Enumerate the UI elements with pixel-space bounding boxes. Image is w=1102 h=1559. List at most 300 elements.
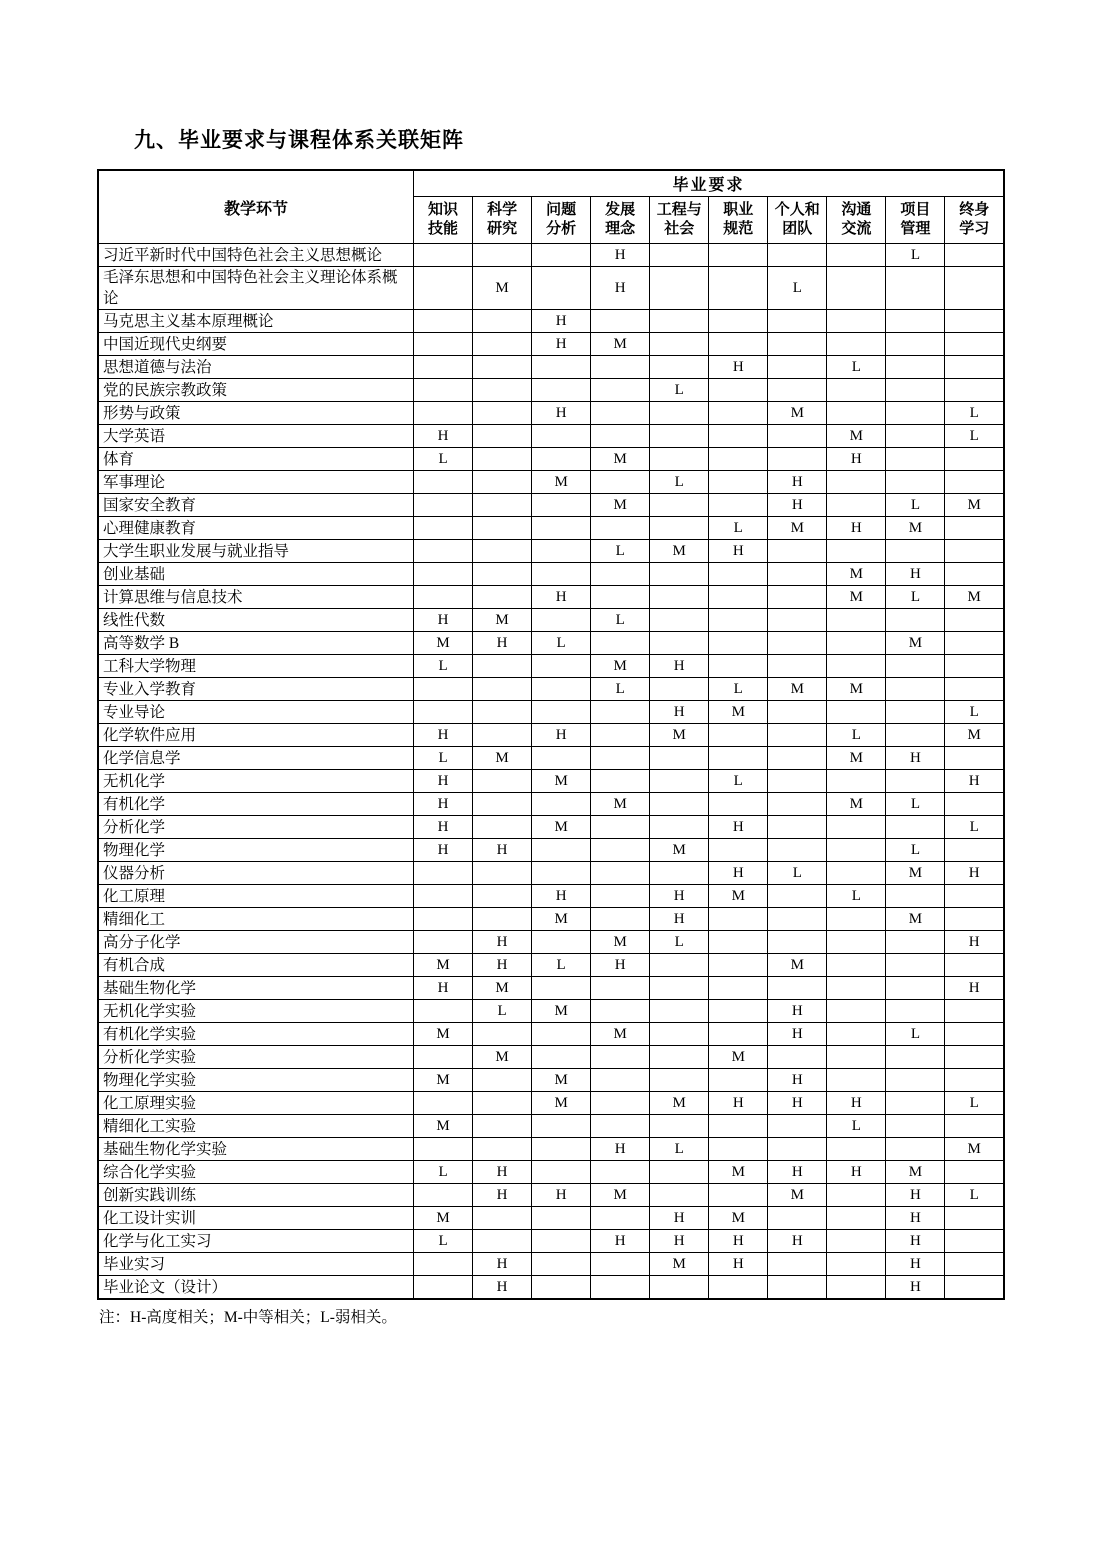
column-header-individual-team: 个人和 团队 — [768, 197, 827, 244]
correlation-cell-knowledge-skills — [414, 244, 473, 267]
correlation-cell-professional-norms — [709, 244, 768, 267]
correlation-cell-problem-analysis — [532, 678, 591, 701]
course-row — [98, 1161, 1004, 1184]
correlation-cell-engineering-society — [650, 1276, 709, 1300]
correlation-cell-scientific-research: H — [473, 1253, 532, 1276]
correlation-cell-problem-analysis — [532, 655, 591, 678]
course-row — [98, 816, 1004, 839]
correlation-cell-communication — [827, 379, 886, 402]
correlation-cell-problem-analysis — [532, 862, 591, 885]
correlation-cell-individual-team: H — [768, 1161, 827, 1184]
correlation-cell-engineering-society: L — [650, 1138, 709, 1161]
course-name: 无机化学 — [98, 770, 414, 793]
correlation-cell-project-management: L — [886, 839, 945, 862]
correlation-cell-professional-norms — [709, 931, 768, 954]
course-row — [98, 402, 1004, 425]
correlation-cell-problem-analysis — [532, 1138, 591, 1161]
correlation-cell-engineering-society — [650, 1000, 709, 1023]
correlation-cell-engineering-society — [650, 244, 709, 267]
correlation-cell-scientific-research — [473, 356, 532, 379]
correlation-cell-communication — [827, 954, 886, 977]
correlation-cell-development-concept — [591, 425, 650, 448]
correlation-cell-knowledge-skills — [414, 563, 473, 586]
correlation-cell-professional-norms — [709, 793, 768, 816]
correlation-cell-lifelong-learning — [945, 839, 1004, 862]
course-name: 思想道德与法治 — [98, 356, 414, 379]
course-name: 形势与政策 — [98, 402, 414, 425]
column-header-knowledge-skills: 知识 技能 — [414, 197, 473, 244]
correlation-cell-development-concept: M — [591, 494, 650, 517]
correlation-cell-professional-norms: H — [709, 1092, 768, 1115]
correlation-cell-individual-team: M — [768, 678, 827, 701]
correlation-cell-problem-analysis: H — [532, 333, 591, 356]
correlation-cell-problem-analysis: H — [532, 885, 591, 908]
correlation-cell-lifelong-learning: L — [945, 816, 1004, 839]
correlation-cell-individual-team: H — [768, 1000, 827, 1023]
correlation-cell-individual-team — [768, 540, 827, 563]
correlation-cell-individual-team: M — [768, 1184, 827, 1207]
correlation-cell-project-management: H — [886, 563, 945, 586]
correlation-cell-project-management — [886, 333, 945, 356]
correlation-cell-knowledge-skills: M — [414, 1207, 473, 1230]
correlation-cell-engineering-society — [650, 310, 709, 333]
correlation-cell-engineering-society: H — [650, 1207, 709, 1230]
correlation-cell-communication — [827, 244, 886, 267]
correlation-cell-individual-team — [768, 1115, 827, 1138]
correlation-cell-lifelong-learning — [945, 244, 1004, 267]
course-row — [98, 954, 1004, 977]
correlation-cell-problem-analysis — [532, 839, 591, 862]
correlation-cell-engineering-society — [650, 356, 709, 379]
correlation-cell-knowledge-skills: L — [414, 655, 473, 678]
correlation-cell-problem-analysis — [532, 977, 591, 1000]
correlation-cell-individual-team — [768, 885, 827, 908]
correlation-cell-professional-norms — [709, 908, 768, 931]
correlation-cell-communication — [827, 1207, 886, 1230]
correlation-cell-individual-team: H — [768, 471, 827, 494]
course-row — [98, 862, 1004, 885]
course-row — [98, 1253, 1004, 1276]
correlation-cell-development-concept: M — [591, 448, 650, 471]
correlation-cell-development-concept — [591, 816, 650, 839]
correlation-cell-knowledge-skills — [414, 1253, 473, 1276]
correlation-cell-individual-team: H — [768, 1230, 827, 1253]
correlation-cell-scientific-research — [473, 678, 532, 701]
correlation-cell-professional-norms — [709, 609, 768, 632]
correlation-cell-development-concept — [591, 1046, 650, 1069]
correlation-cell-problem-analysis — [532, 267, 591, 310]
correlation-cell-development-concept: L — [591, 678, 650, 701]
correlation-cell-individual-team: H — [768, 1092, 827, 1115]
correlation-cell-development-concept: M — [591, 793, 650, 816]
correlation-cell-lifelong-learning — [945, 885, 1004, 908]
correlation-cell-individual-team — [768, 379, 827, 402]
correlation-cell-problem-analysis: H — [532, 586, 591, 609]
correlation-cell-scientific-research — [473, 770, 532, 793]
correlation-cell-communication: M — [827, 586, 886, 609]
course-row — [98, 540, 1004, 563]
correlation-cell-lifelong-learning — [945, 1000, 1004, 1023]
correlation-cell-scientific-research — [473, 1207, 532, 1230]
correlation-cell-engineering-society — [650, 448, 709, 471]
correlation-cell-project-management — [886, 977, 945, 1000]
correlation-cell-engineering-society: M — [650, 1253, 709, 1276]
correlation-cell-problem-analysis — [532, 1230, 591, 1253]
correlation-cell-scientific-research — [473, 540, 532, 563]
correlation-cell-engineering-society — [650, 333, 709, 356]
correlation-cell-individual-team — [768, 977, 827, 1000]
correlation-cell-communication — [827, 1138, 886, 1161]
correlation-cell-individual-team: M — [768, 954, 827, 977]
correlation-cell-individual-team — [768, 839, 827, 862]
correlation-cell-development-concept — [591, 586, 650, 609]
correlation-cell-scientific-research — [473, 563, 532, 586]
correlation-cell-professional-norms: M — [709, 1207, 768, 1230]
correlation-cell-project-management: M — [886, 862, 945, 885]
correlation-cell-development-concept — [591, 517, 650, 540]
correlation-cell-development-concept — [591, 1092, 650, 1115]
correlation-cell-lifelong-learning — [945, 793, 1004, 816]
correlation-cell-professional-norms: H — [709, 816, 768, 839]
correlation-cell-problem-analysis — [532, 1207, 591, 1230]
correlation-cell-lifelong-learning — [945, 517, 1004, 540]
correlation-cell-project-management: L — [886, 244, 945, 267]
correlation-cell-knowledge-skills: M — [414, 954, 473, 977]
course-row — [98, 244, 1004, 267]
correlation-cell-lifelong-learning — [945, 267, 1004, 310]
correlation-cell-professional-norms — [709, 1000, 768, 1023]
correlation-cell-engineering-society: L — [650, 471, 709, 494]
correlation-cell-project-management — [886, 701, 945, 724]
correlation-cell-professional-norms — [709, 724, 768, 747]
course-name: 精细化工实验 — [98, 1115, 414, 1138]
correlation-cell-communication — [827, 402, 886, 425]
correlation-cell-scientific-research: M — [473, 747, 532, 770]
correlation-cell-scientific-research — [473, 425, 532, 448]
column-header-lifelong-learning: 终身 学习 — [945, 197, 1004, 244]
course-row — [98, 425, 1004, 448]
correlation-cell-lifelong-learning — [945, 609, 1004, 632]
course-row — [98, 379, 1004, 402]
correlation-cell-project-management: M — [886, 1161, 945, 1184]
correlation-cell-lifelong-learning — [945, 540, 1004, 563]
correlation-cell-professional-norms: H — [709, 1230, 768, 1253]
correlation-cell-lifelong-learning — [945, 471, 1004, 494]
correlation-cell-scientific-research — [473, 333, 532, 356]
course-row — [98, 701, 1004, 724]
correlation-cell-professional-norms — [709, 954, 768, 977]
correlation-cell-communication: H — [827, 517, 886, 540]
correlation-cell-development-concept — [591, 1253, 650, 1276]
correlation-cell-development-concept — [591, 1115, 650, 1138]
correlation-cell-scientific-research — [473, 1115, 532, 1138]
correlation-cell-project-management — [886, 816, 945, 839]
course-name: 有机化学 — [98, 793, 414, 816]
correlation-cell-lifelong-learning — [945, 655, 1004, 678]
correlation-cell-professional-norms: L — [709, 770, 768, 793]
course-row — [98, 1276, 1004, 1300]
course-name: 化工原理实验 — [98, 1092, 414, 1115]
correlation-cell-communication: H — [827, 1092, 886, 1115]
correlation-cell-development-concept: H — [591, 1138, 650, 1161]
correlation-cell-engineering-society — [650, 402, 709, 425]
correlation-cell-knowledge-skills — [414, 494, 473, 517]
correlation-cell-scientific-research — [473, 1023, 532, 1046]
correlation-cell-project-management: M — [886, 908, 945, 931]
correlation-cell-development-concept — [591, 724, 650, 747]
course-row — [98, 1184, 1004, 1207]
correlation-cell-project-management: H — [886, 1184, 945, 1207]
correlation-cell-individual-team — [768, 770, 827, 793]
correlation-cell-engineering-society — [650, 862, 709, 885]
correlation-cell-knowledge-skills — [414, 1092, 473, 1115]
correlation-cell-professional-norms: M — [709, 1046, 768, 1069]
course-name: 大学生职业发展与就业指导 — [98, 540, 414, 563]
group-header-graduation-requirements: 毕业要求 — [414, 170, 1005, 197]
correlation-cell-lifelong-learning — [945, 1115, 1004, 1138]
correlation-cell-development-concept — [591, 310, 650, 333]
column-header-professional-norms: 职业 规范 — [709, 197, 768, 244]
correlation-cell-problem-analysis: M — [532, 908, 591, 931]
correlation-cell-individual-team — [768, 310, 827, 333]
correlation-cell-project-management — [886, 379, 945, 402]
correlation-cell-scientific-research: M — [473, 609, 532, 632]
correlation-cell-professional-norms — [709, 379, 768, 402]
correlation-cell-lifelong-learning — [945, 333, 1004, 356]
correlation-cell-lifelong-learning — [945, 1161, 1004, 1184]
correlation-cell-problem-analysis — [532, 244, 591, 267]
correlation-cell-development-concept — [591, 747, 650, 770]
correlation-cell-individual-team: M — [768, 517, 827, 540]
correlation-cell-knowledge-skills — [414, 908, 473, 931]
correlation-cell-communication — [827, 655, 886, 678]
correlation-cell-communication: H — [827, 1161, 886, 1184]
correlation-cell-knowledge-skills — [414, 1000, 473, 1023]
correlation-cell-engineering-society: H — [650, 701, 709, 724]
correlation-cell-knowledge-skills: L — [414, 448, 473, 471]
correlation-cell-knowledge-skills — [414, 586, 473, 609]
correlation-cell-project-management: L — [886, 1023, 945, 1046]
correlation-cell-knowledge-skills: L — [414, 747, 473, 770]
correlation-cell-knowledge-skills — [414, 471, 473, 494]
correlation-cell-engineering-society — [650, 1115, 709, 1138]
correlation-cell-communication — [827, 471, 886, 494]
correlation-cell-scientific-research — [473, 448, 532, 471]
correlation-cell-scientific-research — [473, 908, 532, 931]
course-name: 计算思维与信息技术 — [98, 586, 414, 609]
course-row — [98, 267, 1004, 310]
correlation-cell-engineering-society — [650, 1023, 709, 1046]
correlation-cell-individual-team — [768, 632, 827, 655]
course-row — [98, 678, 1004, 701]
course-row — [98, 1230, 1004, 1253]
course-row — [98, 655, 1004, 678]
column-header-scientific-research: 科学 研究 — [473, 197, 532, 244]
correlation-cell-lifelong-learning — [945, 1253, 1004, 1276]
correlation-cell-lifelong-learning: L — [945, 1184, 1004, 1207]
correlation-cell-lifelong-learning: H — [945, 770, 1004, 793]
correlation-cell-individual-team — [768, 333, 827, 356]
correlation-cell-problem-analysis — [532, 563, 591, 586]
correlation-cell-engineering-society: M — [650, 839, 709, 862]
correlation-cell-project-management — [886, 724, 945, 747]
correlation-cell-knowledge-skills — [414, 356, 473, 379]
correlation-cell-engineering-society: H — [650, 1230, 709, 1253]
correlation-cell-engineering-society: M — [650, 540, 709, 563]
correlation-cell-scientific-research — [473, 244, 532, 267]
correlation-cell-project-management — [886, 402, 945, 425]
correlation-cell-professional-norms — [709, 425, 768, 448]
correlation-cell-communication — [827, 1000, 886, 1023]
correlation-cell-lifelong-learning — [945, 1230, 1004, 1253]
course-row — [98, 1115, 1004, 1138]
correlation-cell-communication: L — [827, 356, 886, 379]
course-name: 高分子化学 — [98, 931, 414, 954]
correlation-cell-professional-norms — [709, 1184, 768, 1207]
correlation-cell-project-management — [886, 267, 945, 310]
course-row — [98, 839, 1004, 862]
course-row — [98, 931, 1004, 954]
course-row — [98, 724, 1004, 747]
correlation-cell-communication — [827, 977, 886, 1000]
correlation-cell-individual-team — [768, 701, 827, 724]
correlation-cell-problem-analysis: M — [532, 770, 591, 793]
correlation-cell-project-management: H — [886, 1276, 945, 1300]
course-name: 专业入学教育 — [98, 678, 414, 701]
column-header-development-concept: 发展 理念 — [591, 197, 650, 244]
course-name: 物理化学 — [98, 839, 414, 862]
correlation-cell-knowledge-skills: M — [414, 1115, 473, 1138]
correlation-cell-lifelong-learning — [945, 563, 1004, 586]
course-row — [98, 333, 1004, 356]
correlation-cell-development-concept: L — [591, 540, 650, 563]
correlation-cell-scientific-research: H — [473, 931, 532, 954]
course-name: 毕业论文（设计） — [98, 1276, 414, 1300]
correlation-cell-professional-norms: H — [709, 1253, 768, 1276]
correlation-cell-professional-norms — [709, 1115, 768, 1138]
correlation-cell-problem-analysis — [532, 540, 591, 563]
correlation-cell-lifelong-learning — [945, 448, 1004, 471]
course-name: 军事理论 — [98, 471, 414, 494]
correlation-cell-individual-team — [768, 793, 827, 816]
correlation-cell-scientific-research — [473, 793, 532, 816]
correlation-cell-communication — [827, 862, 886, 885]
correlation-cell-problem-analysis — [532, 931, 591, 954]
correlation-cell-lifelong-learning: L — [945, 701, 1004, 724]
course-name: 分析化学 — [98, 816, 414, 839]
course-name: 仪器分析 — [98, 862, 414, 885]
correlation-cell-communication: M — [827, 793, 886, 816]
correlation-cell-professional-norms: H — [709, 540, 768, 563]
course-row — [98, 1046, 1004, 1069]
correlation-cell-knowledge-skills — [414, 678, 473, 701]
course-name: 毕业实习 — [98, 1253, 414, 1276]
correlation-cell-development-concept — [591, 862, 650, 885]
course-name: 化学信息学 — [98, 747, 414, 770]
correlation-cell-problem-analysis — [532, 517, 591, 540]
correlation-cell-communication — [827, 1253, 886, 1276]
correlation-cell-project-management — [886, 954, 945, 977]
correlation-cell-knowledge-skills — [414, 379, 473, 402]
correlation-cell-problem-analysis: M — [532, 816, 591, 839]
correlation-cell-problem-analysis: M — [532, 1069, 591, 1092]
correlation-cell-individual-team — [768, 244, 827, 267]
correlation-cell-engineering-society: M — [650, 1092, 709, 1115]
correlation-cell-development-concept: M — [591, 931, 650, 954]
correlation-cell-development-concept — [591, 885, 650, 908]
course-row — [98, 1069, 1004, 1092]
correlation-cell-development-concept — [591, 1276, 650, 1300]
correlation-cell-communication — [827, 494, 886, 517]
correlation-cell-communication: L — [827, 724, 886, 747]
course-row — [98, 747, 1004, 770]
correlation-cell-professional-norms — [709, 632, 768, 655]
course-name: 体育 — [98, 448, 414, 471]
correlation-cell-individual-team: M — [768, 402, 827, 425]
course-name: 工科大学物理 — [98, 655, 414, 678]
correlation-cell-problem-analysis — [532, 1276, 591, 1300]
correlation-cell-engineering-society — [650, 816, 709, 839]
correlation-cell-knowledge-skills: L — [414, 1230, 473, 1253]
correlation-cell-professional-norms — [709, 494, 768, 517]
correlation-cell-knowledge-skills: H — [414, 839, 473, 862]
correlation-cell-problem-analysis — [532, 356, 591, 379]
correlation-cell-lifelong-learning — [945, 379, 1004, 402]
correlation-cell-communication — [827, 908, 886, 931]
course-name: 中国近现代史纲要 — [98, 333, 414, 356]
course-row — [98, 310, 1004, 333]
correlation-cell-individual-team: H — [768, 494, 827, 517]
correlation-cell-scientific-research: M — [473, 267, 532, 310]
correlation-cell-communication: M — [827, 747, 886, 770]
correlation-cell-knowledge-skills — [414, 1046, 473, 1069]
correlation-cell-lifelong-learning — [945, 1069, 1004, 1092]
course-row — [98, 977, 1004, 1000]
correlation-cell-project-management — [886, 678, 945, 701]
correlation-cell-individual-team — [768, 1046, 827, 1069]
correlation-cell-engineering-society — [650, 747, 709, 770]
correlation-cell-scientific-research: H — [473, 1161, 532, 1184]
correlation-cell-scientific-research — [473, 310, 532, 333]
correlation-cell-engineering-society: L — [650, 379, 709, 402]
course-row — [98, 517, 1004, 540]
course-row — [98, 1138, 1004, 1161]
correlation-cell-project-management — [886, 655, 945, 678]
course-row — [98, 563, 1004, 586]
correlation-cell-professional-norms — [709, 333, 768, 356]
correlation-cell-knowledge-skills: H — [414, 793, 473, 816]
correlation-cell-communication — [827, 1046, 886, 1069]
correlation-cell-development-concept — [591, 839, 650, 862]
correlation-cell-communication — [827, 701, 886, 724]
correlation-cell-engineering-society — [650, 1184, 709, 1207]
correlation-cell-scientific-research — [473, 816, 532, 839]
correlation-cell-problem-analysis — [532, 1115, 591, 1138]
correlation-cell-scientific-research: H — [473, 839, 532, 862]
correlation-cell-knowledge-skills — [414, 517, 473, 540]
correlation-cell-individual-team: H — [768, 1023, 827, 1046]
correlation-cell-engineering-society — [650, 793, 709, 816]
column-header-communication: 沟通 交流 — [827, 197, 886, 244]
course-name: 基础生物化学 — [98, 977, 414, 1000]
correlation-cell-problem-analysis — [532, 1161, 591, 1184]
course-name: 化工原理 — [98, 885, 414, 908]
correlation-cell-development-concept — [591, 1161, 650, 1184]
course-name: 国家安全教育 — [98, 494, 414, 517]
correlation-cell-engineering-society — [650, 1046, 709, 1069]
course-row — [98, 356, 1004, 379]
correlation-cell-scientific-research — [473, 1092, 532, 1115]
